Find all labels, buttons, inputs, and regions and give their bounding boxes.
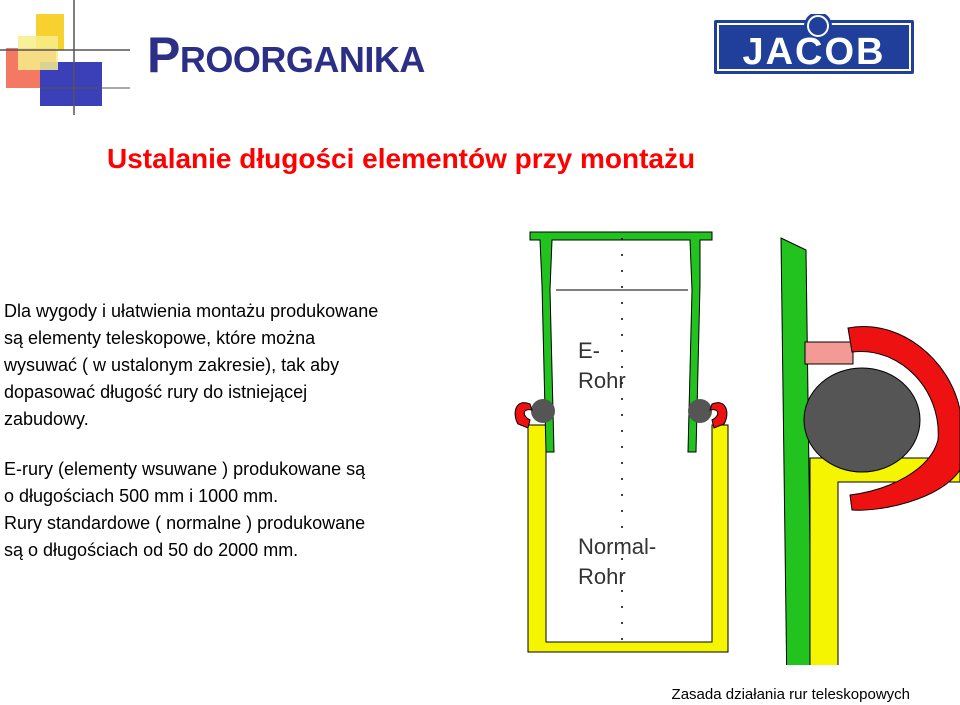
paragraph-line: E-rury (elementy wsuwane ) produkowane są (4, 459, 366, 479)
paragraph-line: są o długościach od 50 do 2000 mm. (4, 540, 299, 560)
paragraph-line: Dla wygody i ułatwienia montażu produkowane (4, 301, 379, 321)
label-normal-rohr-1: Normal- (578, 534, 657, 559)
brand-logo-text (147, 27, 425, 83)
paragraph-line: o długościach 500 mm i 1000 mm. (4, 486, 279, 506)
seal-detail (781, 238, 960, 665)
paragraph-line: zabudowy. (4, 409, 89, 429)
slide-title: Ustalanie długości elementów przy montażu (107, 143, 696, 174)
brand-rest: ROORGANIKA (179, 39, 425, 80)
jacob-logo-text: JACOB (742, 31, 886, 73)
paragraph-line: Rury standardowe ( normalne ) produkowane (4, 513, 366, 533)
brand-first-letter: P (147, 27, 180, 83)
jacob-logo (712, 14, 917, 80)
label-normal-rohr-2: Rohr (578, 564, 626, 589)
telescopic-pipe-diagram (510, 225, 960, 665)
paragraph-line: dopasować długość rury do istniejącej (4, 382, 308, 402)
label-e-rohr-1: E- (578, 338, 600, 363)
paragraph-pipe-lengths (4, 456, 509, 564)
diagram-caption: Zasada działania rur teleskopowych (671, 686, 910, 703)
e-pipe (530, 232, 712, 452)
decorative-color-blocks (0, 0, 130, 115)
label-e-rohr-2: Rohr (578, 368, 626, 393)
paragraph-line: wysuwać ( w ustalonym zakresie), tak aby (4, 355, 340, 375)
paragraph-line: są elementy teleskopowe, które można (4, 328, 316, 348)
paragraph-telescopic-description (4, 298, 509, 433)
